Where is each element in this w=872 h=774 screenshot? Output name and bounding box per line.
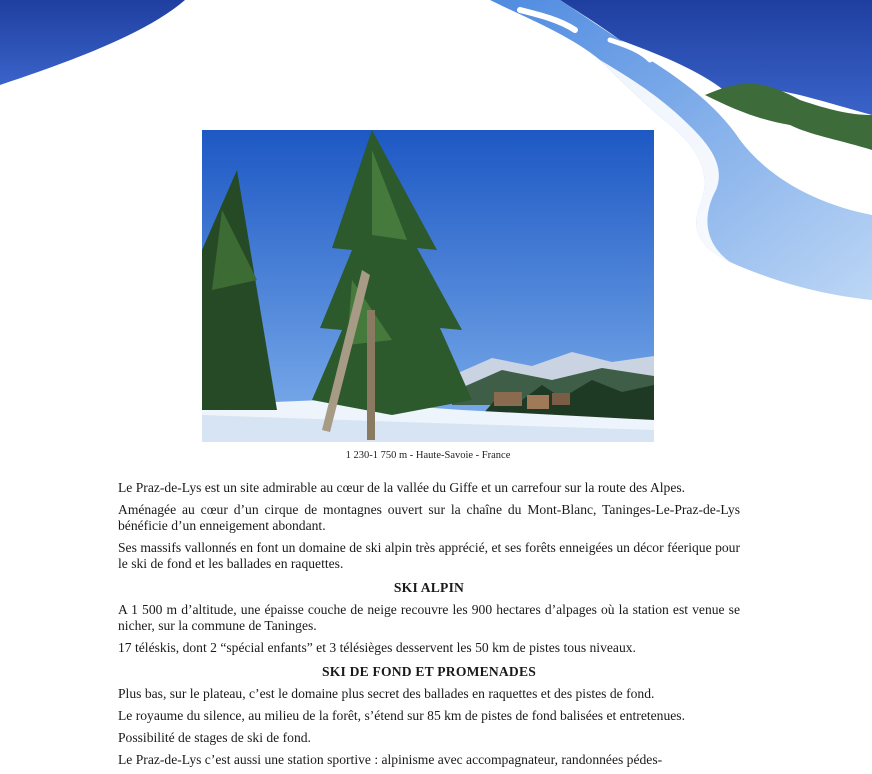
ski-fond-paragraph: Le Praz-de-Lys c’est aussi une station sportive : alpinisme avec accompagnateur, randonnées pédes- bbox=[118, 752, 663, 767]
article-body bbox=[118, 480, 740, 774]
section-heading-ski-alpin: SKI ALPIN bbox=[393, 580, 465, 595]
photo-caption: 1 230-1 750 m - Haute-Savoie - France bbox=[345, 450, 511, 461]
ski-fond-paragraph: Possibilité de stages de ski de fond. bbox=[118, 730, 311, 745]
ski-alpin-paragraph: 17 téléskis, dont 2 “spécial enfants” et 3 télésièges desservent les 50 km de pistes tous niveaux. bbox=[118, 640, 636, 655]
ski-fond-paragraph: Le royaume du silence, au milieu de la forêt, s’étend sur 85 km de pistes de fond balisées et entretenues. bbox=[118, 708, 685, 723]
ski-resort-photo bbox=[202, 130, 654, 442]
ski-alpin-paragraph: A 1 500 m d’altitude, une épaisse couche de neige recouvre les 900 hectares d’alpages où la station est venue se nicher, sur la commune de Taninges. bbox=[118, 602, 740, 633]
intro-paragraph: Aménagée au cœur d’un cirque de montagnes ouvert sur la chaîne du Mont-Blanc, Taninges-Le-Praz-de-Lys bénéficie d’un enneigement abondant. bbox=[118, 502, 740, 533]
intro-paragraph: Ses massifs vallonnés en font un domaine de ski alpin très apprécié, et ses forêts enneigées un décor féerique pour le ski de fond et les ballades en raquettes. bbox=[118, 540, 740, 571]
ski-fond-paragraph: Plus bas, sur le plateau, c’est le domaine plus secret des ballades en raquettes et des pistes de fond. bbox=[118, 686, 655, 701]
intro-paragraph: Le Praz-de-Lys est un site admirable au cœur de la vallée du Giffe et un carrefour sur la route des Alpes. bbox=[118, 480, 686, 495]
section-heading-ski-de-fond: SKI DE FOND ET PROMENADES bbox=[322, 664, 536, 679]
